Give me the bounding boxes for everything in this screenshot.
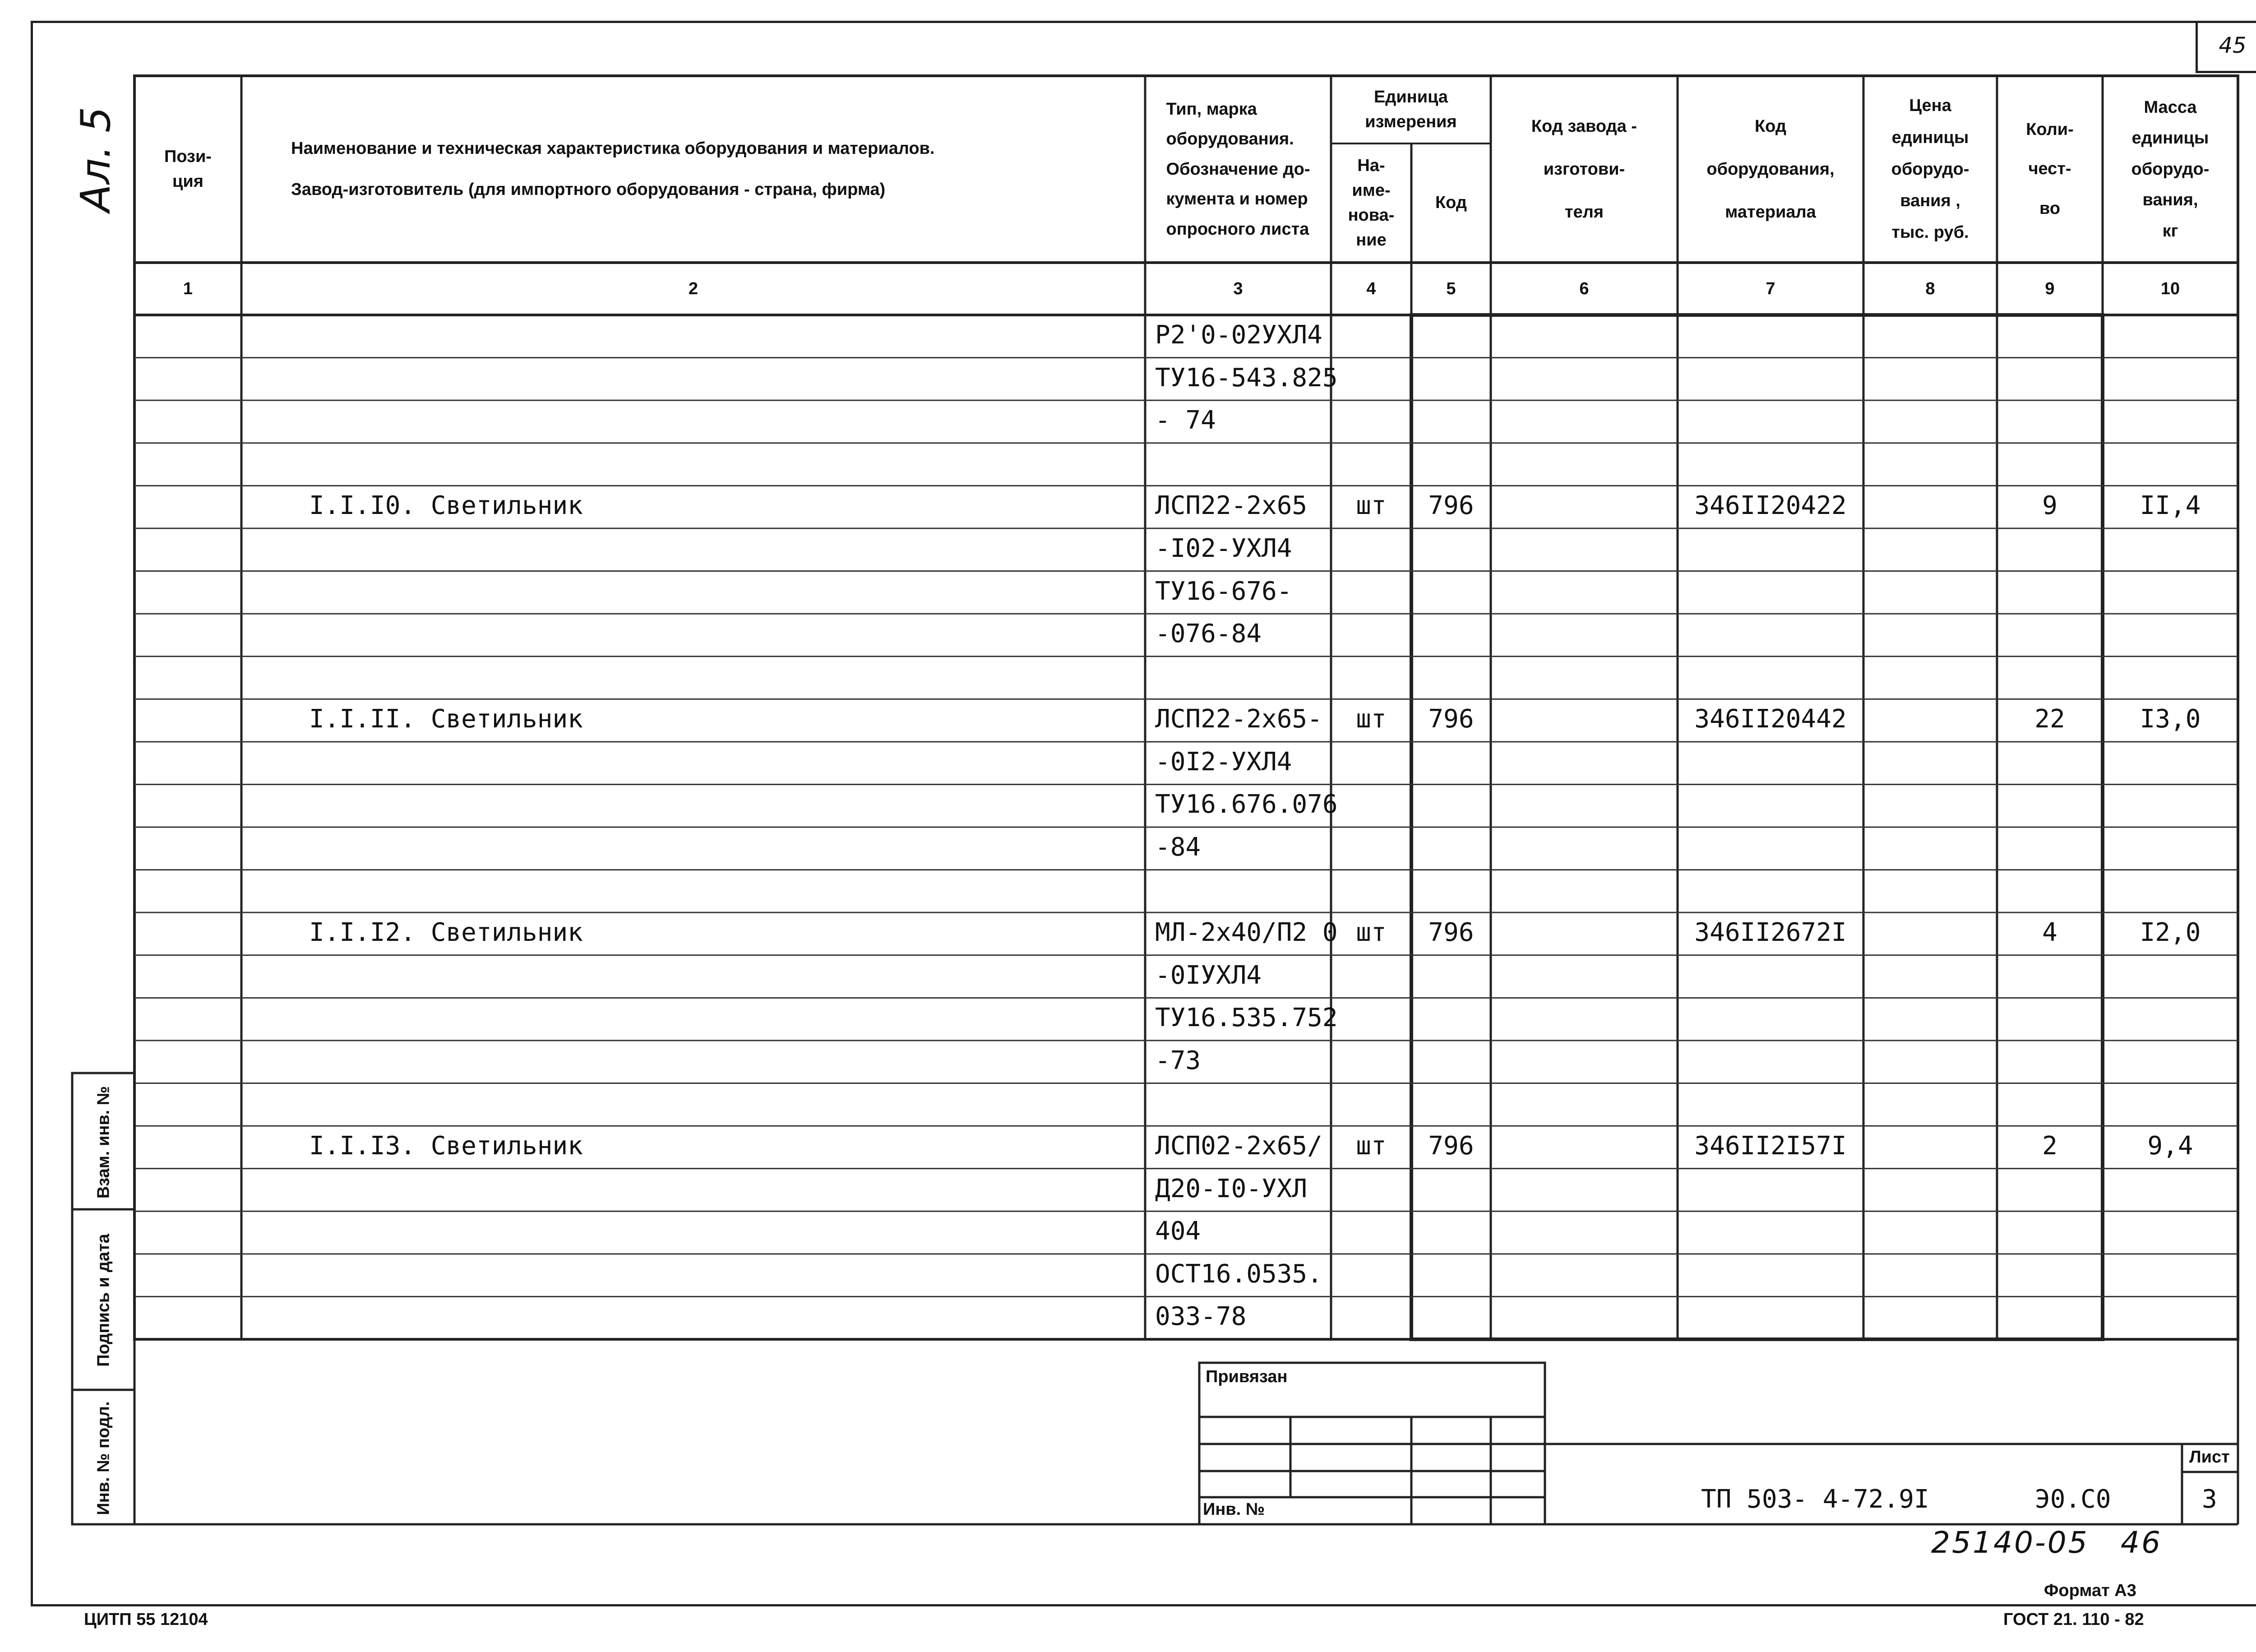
- table-cell: ТУ16-676-: [1155, 576, 1292, 606]
- table-cell: шт: [1356, 1131, 1387, 1161]
- header-unit-price: Цена единицы оборудо- вания , тыс. руб.: [1891, 96, 1969, 242]
- table-cell: 796: [1428, 491, 1474, 521]
- column-number: 9: [2045, 279, 2055, 298]
- header-unit-group: Единица измерения: [1365, 87, 1457, 131]
- column-number: 5: [1446, 279, 1456, 298]
- table-cell: -0I2-УХЛ4: [1155, 747, 1292, 777]
- table-cell: МЛ-2х40/П2 0: [1155, 918, 1338, 948]
- table-cell: - 74: [1155, 406, 1216, 435]
- table-cell: -076-84: [1155, 619, 1262, 649]
- table-cell: Д20-I0-УХЛ: [1155, 1174, 1308, 1203]
- table-cell: 346II2I57I: [1694, 1131, 1847, 1161]
- table-cell: 4: [2042, 918, 2057, 948]
- gost-label: ГОСТ 21. 110 - 82: [2003, 1610, 2144, 1629]
- stamp-section: Э0.С0: [2035, 1485, 2111, 1514]
- stamp-inv-no: Инв. №: [1203, 1500, 1265, 1519]
- printer-label: ЦИТП 55 12104: [84, 1610, 208, 1629]
- page-number: 45: [2196, 21, 2256, 73]
- column-number: 6: [1579, 279, 1589, 298]
- table-cell: 9: [2042, 491, 2057, 521]
- header-name: Наименование и техническая характеристика оборудования и материалов. Завод-изготовитель (для импортного оборудования - страна, фирма): [291, 139, 935, 199]
- table-cell: ЛСП22-2х65: [1155, 491, 1308, 521]
- header-unit-mass: Масса единицы оборудо- вания, кг: [2131, 98, 2210, 241]
- header-unit-code: Код: [1435, 193, 1467, 213]
- table-cell: I.I.II. Светильник: [309, 704, 583, 734]
- table-cell: 796: [1428, 1131, 1474, 1161]
- side-label-signature-date: Подпись и дата: [94, 1234, 113, 1367]
- stamp-sheet-label: Лист: [2189, 1448, 2230, 1467]
- header-quantity: Коли- чест- во: [2026, 120, 2074, 218]
- column-number: 2: [688, 279, 698, 298]
- table-cell: ОСТ16.0535.: [1155, 1259, 1322, 1289]
- table-cell: 346II2672I: [1694, 918, 1847, 948]
- side-label-original-inv: Инв. № подл.: [94, 1401, 113, 1515]
- table-cell: ТУ16.676.076: [1155, 790, 1338, 819]
- handwritten-page: 46: [2121, 1525, 2162, 1560]
- column-number: 7: [1766, 279, 1775, 298]
- stamp-sheet-value: 3: [2202, 1485, 2217, 1514]
- table-cell: -0IУХЛ4: [1155, 960, 1262, 990]
- table-cell: Р2'0-02УХЛ4: [1155, 320, 1322, 350]
- column-number: 1: [183, 279, 193, 298]
- header-position: Пози- ция: [164, 147, 212, 191]
- table-cell: 033-78: [1155, 1302, 1247, 1332]
- header-equipment-code: Код оборудования, материала: [1706, 116, 1835, 222]
- table-cell: I.I.I3. Светильник: [309, 1131, 583, 1161]
- column-number: 3: [1233, 279, 1243, 298]
- table-cell: -84: [1155, 833, 1201, 862]
- table-cell: II,4: [2140, 491, 2201, 521]
- header-factory-code: Код завода - изготови- теля: [1531, 116, 1637, 222]
- table-cell: 346II20422: [1694, 491, 1847, 521]
- table-cell: 796: [1428, 918, 1474, 948]
- table-cell: ЛСП02-2х65/: [1155, 1131, 1322, 1161]
- table-cell: I2,0: [2140, 918, 2201, 948]
- stamp-privyazan: Привязан: [1206, 1367, 1288, 1386]
- table-cell: 2: [2042, 1131, 2057, 1161]
- table-cell: 346II20442: [1694, 704, 1847, 734]
- table-cell: ТУ16.535.752: [1155, 1003, 1338, 1033]
- table-cell: шт: [1356, 704, 1387, 734]
- table-cell: I.I.I0. Светильник: [309, 491, 583, 521]
- table-cell: 796: [1428, 704, 1474, 734]
- table-cell: шт: [1356, 918, 1387, 948]
- table-cell: ТУ16-543.825: [1155, 363, 1338, 393]
- column-number: 4: [1366, 279, 1376, 298]
- table-cell: I3,0: [2140, 704, 2201, 734]
- stamp-doc-code: ТП 503- 4-72.9I: [1701, 1485, 1929, 1514]
- column-number: 8: [1925, 279, 1935, 298]
- format-label: Формат А3: [2044, 1581, 2136, 1600]
- side-note: Ал. 5: [72, 106, 120, 212]
- column-number: 10: [2160, 279, 2180, 298]
- table-cell: 404: [1155, 1217, 1201, 1246]
- table-cell: -I02-УХЛ4: [1155, 533, 1292, 563]
- table-cell: 9,4: [2147, 1131, 2193, 1161]
- handwritten-code: 25140-05: [1931, 1525, 2089, 1560]
- table-cell: I.I.I2. Светильник: [309, 918, 583, 948]
- header-unit-name: На- име- нова- ние: [1348, 156, 1395, 250]
- side-label-replaced-inv: Взам. инв. №: [94, 1086, 113, 1199]
- table-cell: -73: [1155, 1046, 1201, 1075]
- table-cell: ЛСП22-2х65-: [1155, 704, 1322, 734]
- header-type: Тип, марка оборудования. Обозначение до- кумента и номер опросного листа: [1166, 99, 1310, 239]
- table-cell: 22: [2034, 704, 2065, 734]
- table-cell: шт: [1356, 491, 1387, 521]
